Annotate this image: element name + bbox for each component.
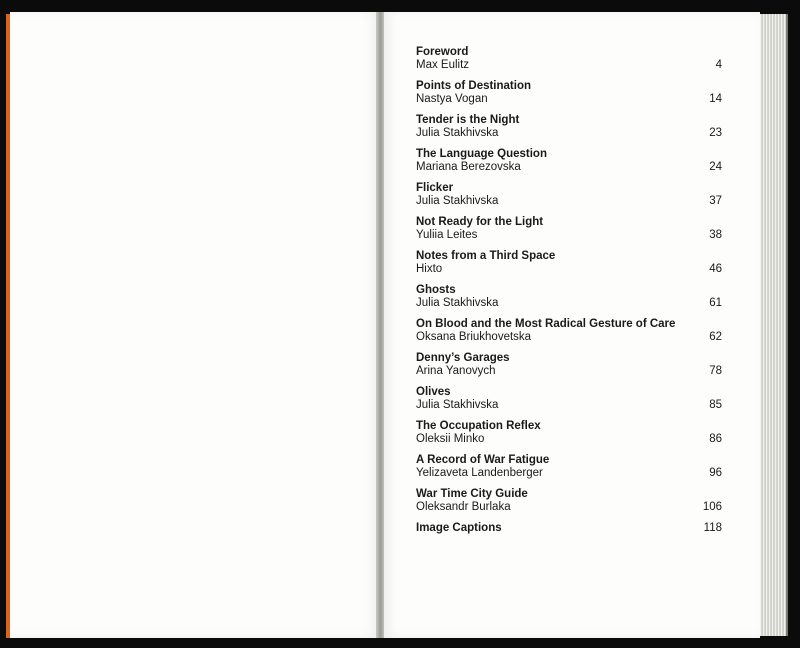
toc-entry-title: A Record of War Fatigue bbox=[416, 454, 550, 466]
page-edges bbox=[760, 14, 788, 636]
toc-entry-title: On Blood and the Most Radical Gesture of Care bbox=[416, 318, 676, 330]
toc-entry bbox=[416, 386, 722, 412]
toc-entry bbox=[416, 216, 722, 242]
toc-entry-title: Ghosts bbox=[416, 284, 456, 296]
toc-entry bbox=[416, 420, 722, 446]
toc-entry bbox=[416, 46, 722, 72]
toc-entry-page: 46 bbox=[709, 263, 722, 275]
toc-entry-author: Oksana Briukhovetska bbox=[416, 331, 532, 343]
toc-entry-page: 78 bbox=[709, 365, 722, 377]
toc-entry-page: 85 bbox=[709, 399, 722, 411]
toc-entry-page: 14 bbox=[709, 93, 722, 105]
toc-entry-author: Julia Stakhivska bbox=[416, 399, 499, 411]
toc-entry-author: Julia Stakhivska bbox=[416, 195, 499, 207]
toc-entry-page: 62 bbox=[709, 331, 722, 343]
toc-entry-author: Oleksii Minko bbox=[416, 433, 485, 445]
toc-entry-author: Julia Stakhivska bbox=[416, 127, 499, 139]
toc-entry bbox=[416, 488, 722, 514]
toc-entry-title: Points of Destination bbox=[416, 80, 531, 92]
table-of-contents bbox=[416, 46, 722, 543]
left-page bbox=[10, 12, 378, 638]
toc-entry bbox=[416, 318, 722, 344]
toc-entry-title: The Occupation Reflex bbox=[416, 420, 541, 432]
toc-entry-author: Hixto bbox=[416, 263, 443, 275]
toc-entry bbox=[416, 182, 722, 208]
toc-entry-page: 24 bbox=[709, 161, 722, 173]
toc-entry-title: Foreword bbox=[416, 46, 469, 58]
toc-entry-title: The Language Question bbox=[416, 148, 547, 160]
toc-entry-page: 86 bbox=[709, 433, 722, 445]
toc-entry bbox=[416, 454, 722, 480]
toc-entry-title: Notes from a Third Space bbox=[416, 250, 556, 262]
toc-entry-author: Oleksandr Burlaka bbox=[416, 501, 511, 513]
toc-entry-page: 4 bbox=[715, 59, 722, 71]
toc-entry-page: 37 bbox=[709, 195, 722, 207]
toc-entry bbox=[416, 522, 722, 535]
toc-entry-author: Yuliia Leites bbox=[416, 229, 478, 241]
toc-entry bbox=[416, 250, 722, 276]
toc-entry-author: Yelizaveta Landenberger bbox=[416, 467, 543, 479]
toc-entry-title: Olives bbox=[416, 386, 451, 398]
toc-entry bbox=[416, 352, 722, 378]
toc-entry bbox=[416, 114, 722, 140]
toc-entry-title: Not Ready for the Light bbox=[416, 216, 544, 228]
toc-entry-author: Mariana Berezovska bbox=[416, 161, 521, 173]
toc-entry-page: 118 bbox=[703, 522, 722, 534]
toc-entry-page: 106 bbox=[702, 501, 722, 513]
toc-entry-page: 61 bbox=[709, 297, 722, 309]
toc-entry-page: 38 bbox=[709, 229, 722, 241]
toc-entry-author: Max Eulitz bbox=[416, 59, 470, 71]
toc-entry-page: 23 bbox=[709, 127, 722, 139]
toc-entry-title: War Time City Guide bbox=[416, 488, 528, 500]
toc-entry bbox=[416, 284, 722, 310]
toc-entry-author: Nastya Vogan bbox=[416, 93, 488, 105]
toc-entry-author: Arina Yanovych bbox=[416, 365, 496, 377]
toc-entry-title: Flicker bbox=[416, 182, 454, 194]
toc-entry-page: 96 bbox=[709, 467, 722, 479]
toc-entry bbox=[416, 80, 722, 106]
toc-entry-author: Julia Stakhivska bbox=[416, 297, 499, 309]
toc-entry-title: Image Captions bbox=[416, 522, 502, 534]
toc-entry bbox=[416, 148, 722, 174]
toc-entry-title: Tender is the Night bbox=[416, 114, 520, 126]
toc-entry-title: Denny’s Garages bbox=[416, 352, 510, 364]
